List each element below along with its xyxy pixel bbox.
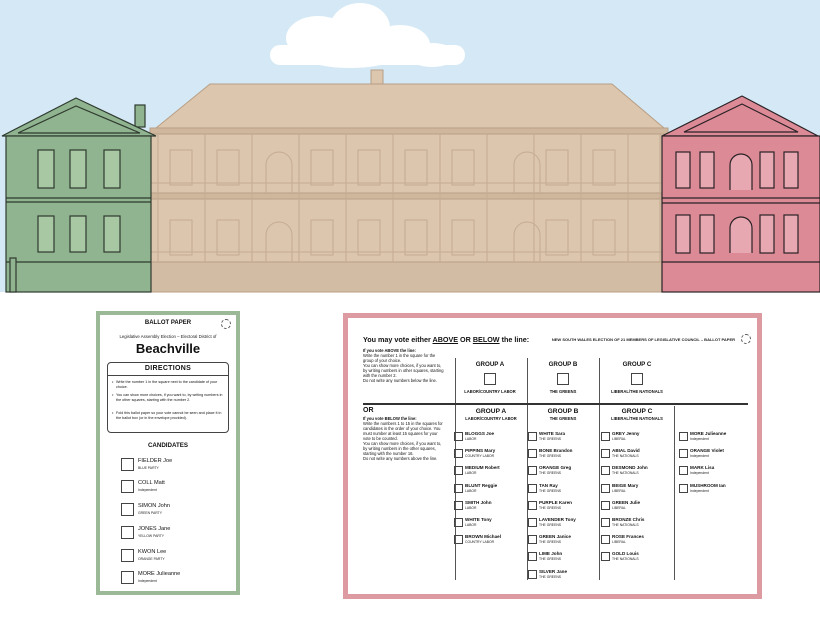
- direction-item: • You can show more choices, if you want to, by writing numbers in the other squares, starting with the number 2.: [116, 393, 224, 402]
- candidate-row: [528, 500, 602, 515]
- candidate-party: COUNTRY LABOR: [465, 540, 495, 545]
- vote-square[interactable]: [528, 432, 537, 441]
- candidate-party: THE GREENS: [539, 557, 562, 562]
- vote-square[interactable]: [528, 535, 537, 544]
- above-instructions: If you vote ABOVE the line: Write the number 1 in the square for the group of your choice. You can show more choices, if you want to, by writing numbers in other squares, starting with the number 2. Do not write any numbers below the line.: [363, 348, 444, 383]
- candidate-row: [601, 483, 675, 498]
- candidate-party: LABOR: [465, 505, 477, 510]
- district-name: Beachville: [135, 341, 201, 356]
- directions-heading: DIRECTIONS: [144, 365, 192, 372]
- candidate-name: ROSE Frances: [612, 534, 644, 540]
- candidate-name: BRONZE Chris: [612, 517, 645, 522]
- candidate-party: THE NATIONALS: [612, 454, 639, 459]
- candidate-row: [454, 534, 528, 549]
- candidate-row: [601, 551, 675, 566]
- candidate-row: [121, 549, 231, 565]
- direction-item: • Fold this ballot paper so your vote cannot be seen and place it in the ballot box (or in the envelope provided).: [116, 411, 224, 420]
- candidate-name: JONES Jane: [138, 526, 171, 532]
- candidate-name: PIPPINS Mary: [465, 448, 496, 454]
- candidate-row: [121, 458, 231, 474]
- vote-square[interactable]: [121, 503, 134, 516]
- candidate-party: LABOR: [465, 437, 477, 441]
- candidate-party: Independent: [690, 488, 709, 493]
- ballot-subheading: NEW SOUTH WALES ELECTION OF 21 MEMBERS OF LEGISLATIVE COUNCIL – BALLOT PAPER: [551, 337, 735, 342]
- or-label: OR: [363, 407, 374, 414]
- candidate-name: TAN Ray: [539, 482, 558, 488]
- candidate-name: SIMON John: [138, 503, 171, 509]
- group-vote-square[interactable]: [631, 373, 643, 385]
- assembly-ballot-sheet: [100, 315, 236, 591]
- council-building: [662, 96, 820, 292]
- candidate-row: [454, 431, 528, 446]
- candidate-party: THE NATIONALS: [612, 557, 639, 562]
- vote-square[interactable]: [679, 449, 688, 458]
- candidate-name: FIELDER Joe: [138, 458, 173, 464]
- candidate-party: LABOR: [465, 488, 477, 493]
- group-vote-square[interactable]: [557, 373, 569, 385]
- candidates-heading: CANDIDATES: [147, 442, 189, 449]
- candidate-name: BLOGGS Joe: [465, 431, 495, 436]
- directions-box: [107, 362, 229, 433]
- group-below-c-header: GROUP C LIBERAL/THE NATIONALS: [611, 408, 663, 421]
- candidate-party: GREEN PARTY: [138, 511, 162, 515]
- vote-square[interactable]: [601, 501, 610, 510]
- vote-square[interactable]: [121, 480, 134, 493]
- seal-icon: [221, 319, 231, 329]
- divider: [108, 375, 228, 376]
- vote-square[interactable]: [454, 466, 463, 475]
- assembly-ballot-paper: [96, 311, 240, 595]
- candidate-name: DESMOND John: [612, 465, 648, 471]
- candidate-row: [528, 431, 602, 446]
- candidate-party: Independent: [138, 579, 157, 583]
- candidate-name: SMITH John: [465, 499, 492, 505]
- candidate-name: ORANGE Greg: [539, 465, 572, 471]
- candidate-name: BONE Brandon: [539, 448, 573, 454]
- candidate-party: THE GREENS: [539, 454, 562, 459]
- candidate-name: ABIAL David: [612, 448, 640, 454]
- ballot-heading: You may vote either ABOVE OR BELOW the line:: [363, 335, 530, 344]
- vote-square[interactable]: [601, 518, 610, 527]
- vote-square[interactable]: [679, 432, 688, 441]
- candidate-name: PURPLE Karen: [539, 499, 572, 505]
- candidate-row: [528, 551, 602, 566]
- vote-square[interactable]: [454, 518, 463, 527]
- candidate-name: WHITE Tony: [465, 517, 492, 522]
- candidate-party: Independent: [690, 437, 709, 441]
- candidate-party: THE GREENS: [539, 471, 562, 476]
- candidate-name: MORE Julieanne: [138, 571, 181, 577]
- candidate-party: ORANGE PARTY: [138, 557, 165, 561]
- candidate-party: Independent: [690, 471, 709, 476]
- group-above-a: GROUP A LABOR/COUNTRY LABOR: [464, 361, 516, 394]
- candidate-row: [454, 465, 528, 480]
- candidate-row: [679, 483, 753, 498]
- vote-square[interactable]: [601, 449, 610, 458]
- candidate-party: THE GREENS: [539, 574, 562, 579]
- candidate-party: COUNTRY LABOR: [465, 454, 495, 459]
- group-vote-square[interactable]: [484, 373, 496, 385]
- vote-square[interactable]: [121, 526, 134, 539]
- vote-square[interactable]: [528, 484, 537, 493]
- council-ballot-sheet: [348, 318, 757, 594]
- vote-square[interactable]: [528, 518, 537, 527]
- candidate-name: MARK Lisa: [690, 465, 715, 471]
- candidate-name: MEDIUM Robert: [465, 465, 500, 471]
- candidate-party: THE NATIONALS: [612, 523, 639, 527]
- candidate-party: BLUE PARTY: [138, 466, 159, 470]
- council-ballot-paper: [343, 313, 762, 599]
- candidate-row: [528, 448, 602, 463]
- candidate-party: THE GREENS: [539, 523, 562, 527]
- candidate-party: LIBERAL: [612, 505, 626, 510]
- group-above-b: GROUP B THE GREENS: [548, 361, 578, 394]
- vote-square[interactable]: [454, 432, 463, 441]
- candidate-row: [454, 517, 528, 532]
- candidate-row: [528, 569, 602, 584]
- candidate-row: [679, 431, 753, 446]
- vote-square[interactable]: [121, 458, 134, 471]
- candidate-name: ORANGE Violet: [690, 448, 724, 454]
- vote-square[interactable]: [454, 501, 463, 510]
- vote-square[interactable]: [454, 449, 463, 458]
- vote-square[interactable]: [601, 484, 610, 493]
- candidate-name: MORE Julieanne: [690, 431, 727, 436]
- vote-square[interactable]: [528, 466, 537, 475]
- candidate-row: [528, 517, 602, 532]
- candidate-party: THE NATIONALS: [612, 471, 639, 476]
- candidate-party: THE GREENS: [539, 488, 562, 493]
- candidate-row: [601, 431, 675, 446]
- candidate-row: [528, 483, 602, 498]
- vote-square[interactable]: [601, 466, 610, 475]
- vote-square[interactable]: [601, 432, 610, 441]
- cloud: [270, 3, 465, 68]
- group-below-a-header: GROUP A LABOR/COUNTRY LABOR: [465, 408, 517, 421]
- candidate-row: [121, 526, 231, 542]
- candidate-name: GREY Jenny: [612, 431, 640, 436]
- vote-square[interactable]: [454, 535, 463, 544]
- vote-square[interactable]: [601, 535, 610, 544]
- candidate-name: KWON Lee: [138, 549, 167, 555]
- candidate-name: SILVER Jane: [539, 568, 567, 574]
- candidate-party: YELLOW PARTY: [138, 534, 165, 538]
- candidate-name: BROWN Michael: [465, 534, 501, 540]
- ballot-title: BALLOT PAPER: [144, 320, 192, 326]
- below-instructions: If you vote BELOW the line: Write the numbers 1 to 15 in the squares for candidates in the order of your choice. You must number at least 15 squares for your vote to be counted. You can show more choices, if you want to, by writing numbers in the other squares, starting with the number 16. Do not write any numbers above the line.: [363, 416, 443, 461]
- candidate-name: GOLD Louis: [612, 551, 639, 557]
- candidate-row: [528, 465, 602, 480]
- candidate-party: LIBERAL: [612, 540, 626, 545]
- vote-square[interactable]: [679, 466, 688, 475]
- assembly-building: [2, 98, 156, 292]
- candidate-party: LIBERAL: [612, 488, 626, 493]
- candidate-row: [454, 448, 528, 463]
- candidate-row: [601, 448, 675, 463]
- candidate-party: LIBERAL: [612, 437, 626, 441]
- candidate-name: GREEN Janice: [539, 534, 571, 540]
- the-line: [363, 403, 748, 405]
- candidate-name: COLL Matt: [138, 480, 165, 486]
- candidate-name: WHITE Sara: [539, 431, 566, 436]
- candidate-party: LABOR: [465, 471, 477, 476]
- seal-icon: [741, 334, 751, 344]
- candidate-row: [601, 465, 675, 480]
- vote-square[interactable]: [121, 571, 134, 584]
- candidate-party: Independent: [690, 454, 709, 459]
- group-above-c: GROUP C LIBERAL/THE NATIONALS: [611, 361, 663, 394]
- candidate-party: LABOR: [465, 523, 477, 527]
- candidate-party: THE GREENS: [539, 437, 562, 441]
- candidate-party: Independent: [138, 488, 157, 492]
- vote-square[interactable]: [528, 570, 537, 579]
- candidate-row: [121, 571, 231, 587]
- candidate-row: [679, 448, 753, 463]
- candidate-name: BLUNT Reggie: [465, 482, 498, 488]
- candidate-row: [679, 465, 753, 480]
- vote-square[interactable]: [679, 484, 688, 493]
- vote-square[interactable]: [528, 552, 537, 561]
- vote-square[interactable]: [528, 449, 537, 458]
- candidate-party: THE GREENS: [539, 540, 562, 545]
- main-building: [150, 70, 668, 292]
- candidate-row: [454, 500, 528, 515]
- candidate-party: THE GREENS: [539, 505, 562, 510]
- candidate-row: [121, 480, 231, 496]
- vote-square[interactable]: [121, 549, 134, 562]
- vote-square[interactable]: [528, 501, 537, 510]
- parliament-buildings-illustration: [0, 0, 820, 300]
- candidate-row: [454, 483, 528, 498]
- vote-square[interactable]: [601, 552, 610, 561]
- candidate-name: GREEN Julie: [612, 499, 641, 505]
- direction-item: • Write the number 1 in the square next to the candidate of your choice.: [116, 380, 224, 389]
- candidate-row: [601, 517, 675, 532]
- candidate-name: BEIGE Mary: [612, 482, 639, 488]
- candidate-row: [528, 534, 602, 549]
- candidate-row: [601, 500, 675, 515]
- vote-square[interactable]: [454, 484, 463, 493]
- candidate-name: LAVENDER Tony: [539, 517, 576, 522]
- candidate-row: [121, 503, 231, 519]
- candidate-name: LIME John: [539, 551, 563, 557]
- candidate-row: [601, 534, 675, 549]
- election-subtitle: Legislative Assembly Election – Electoral District of: [119, 334, 217, 339]
- candidate-name: MUSHROOM Ian: [690, 482, 726, 488]
- group-below-b-header: GROUP B THE GREENS: [547, 408, 579, 421]
